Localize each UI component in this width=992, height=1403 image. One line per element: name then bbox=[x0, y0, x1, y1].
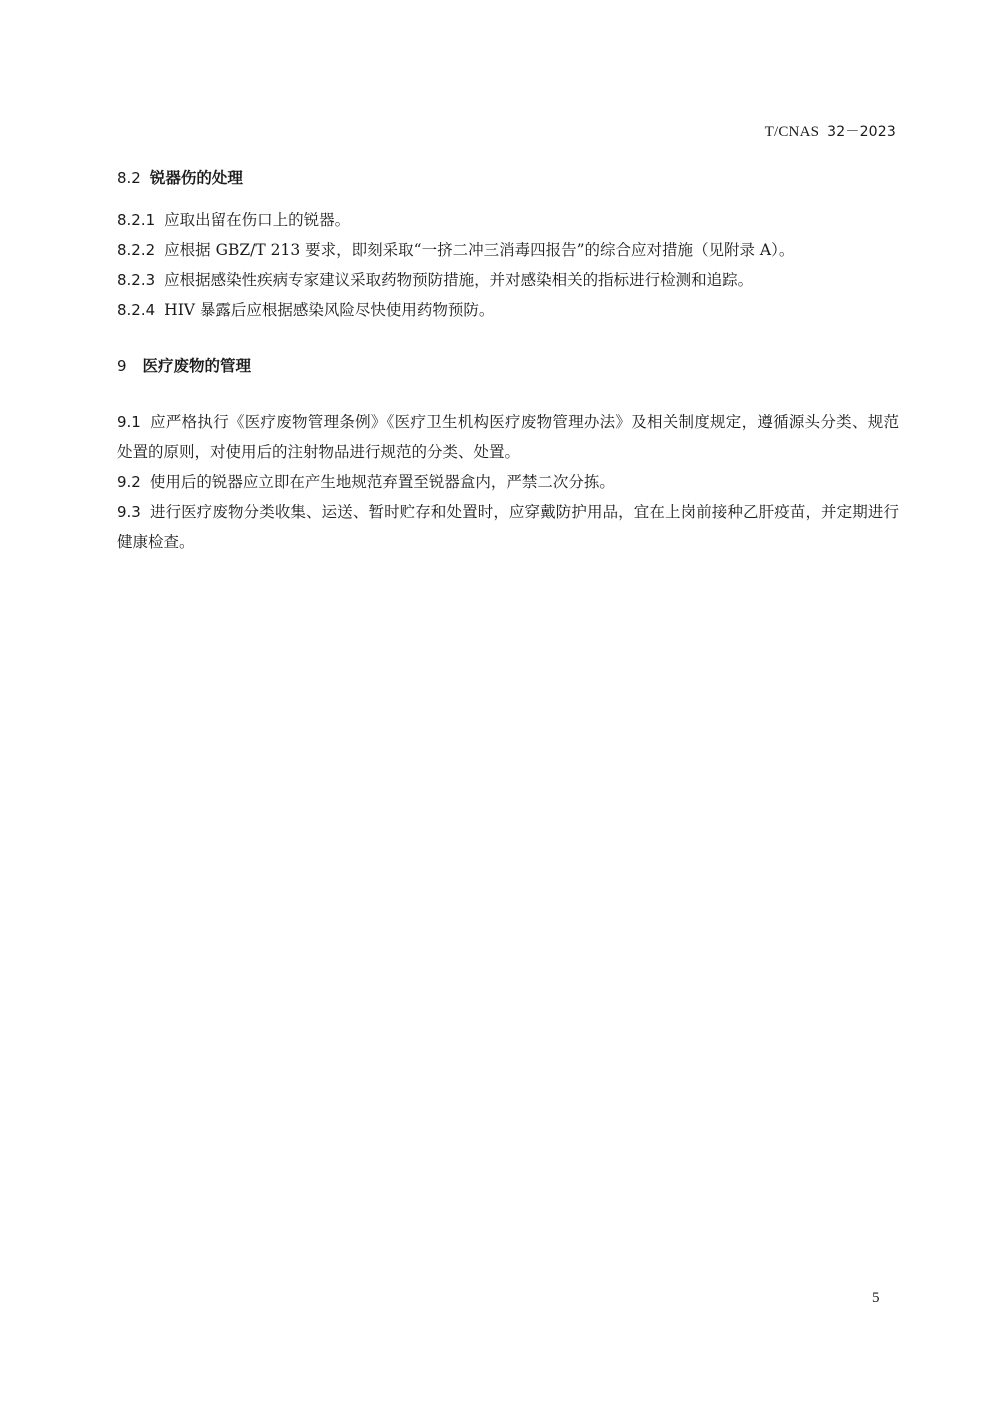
clause-8-2-3 bbox=[117, 270, 753, 290]
clause-text: 应取出留在伤口上的锐器。 bbox=[164, 211, 351, 229]
clause-text: HIV 暴露后应根据感染风险尽快使用药物预防。 bbox=[164, 301, 495, 319]
clause-number: 8.2.1 bbox=[117, 211, 156, 229]
section-heading-9 bbox=[117, 356, 251, 376]
clause-8-2-1 bbox=[117, 210, 350, 230]
clause-number: 8.2.3 bbox=[117, 271, 156, 289]
doc-code-number: 32－2023 bbox=[827, 124, 896, 140]
document-code bbox=[765, 121, 896, 141]
clause-text: 应根据 GBZ/T 213 要求，即刻采取“一挤二冲三消毒四报告”的综合应对措施（见附录 A）。 bbox=[164, 241, 795, 259]
clause-text: 应严格执行《医疗废物管理条例》《医疗卫生机构医疗废物管理办法》及相关制度规定，遵循源头分类、规范处置的原则，对使用后的注射物品进行规范的分类、处置。 bbox=[117, 413, 899, 461]
clause-8-2-4 bbox=[117, 300, 494, 320]
clause-number: 8.2.4 bbox=[117, 301, 156, 319]
clause-9-1 bbox=[117, 407, 899, 467]
page-number: 5 bbox=[872, 1290, 880, 1306]
section-number: 8.2 bbox=[117, 169, 141, 187]
clause-9-2 bbox=[117, 472, 615, 492]
clause-text: 使用后的锐器应立即在产生地规范弃置至锐器盒内，严禁二次分拣。 bbox=[149, 473, 615, 491]
clause-number: 8.2.2 bbox=[117, 241, 156, 259]
clause-9-3 bbox=[117, 497, 899, 557]
section-title: 医疗废物的管理 bbox=[142, 357, 252, 375]
section-heading-8-2 bbox=[117, 168, 243, 188]
clause-text: 进行医疗废物分类收集、运送、暂时贮存和处置时，应穿戴防护用品，宜在上岗前接种乙肝疫苗，并定期进行健康检查。 bbox=[117, 503, 899, 551]
section-number: 9 bbox=[117, 357, 127, 375]
doc-code-prefix: T/CNAS bbox=[764, 124, 820, 140]
clause-number: 9.3 bbox=[117, 503, 141, 521]
section-title: 锐器伤的处理 bbox=[149, 169, 243, 187]
clause-8-2-2 bbox=[117, 240, 794, 260]
clause-number: 9.2 bbox=[117, 473, 141, 491]
clause-number: 9.1 bbox=[117, 413, 141, 431]
clause-text: 应根据感染性疾病专家建议采取药物预防措施，并对感染相关的指标进行检测和追踪。 bbox=[164, 271, 754, 289]
